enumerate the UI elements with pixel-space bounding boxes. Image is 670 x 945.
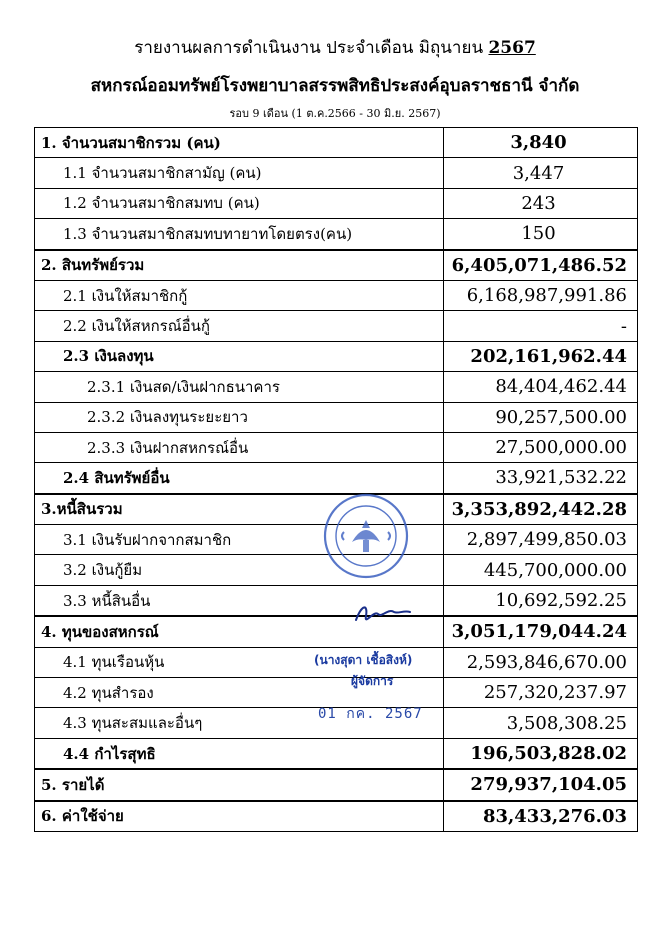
table-row (35, 280, 638, 310)
row-value: 3,447 (444, 158, 638, 188)
row-label: 2. สินทรัพย์รวม (35, 250, 444, 281)
report-title-text: รายงานผลการดำเนินงาน ประจำเดือน มิถุนายน (134, 38, 484, 58)
row-value: 3,051,179,044.24 (444, 616, 638, 647)
row-label: 6. ค่าใช้จ่าย (35, 801, 444, 832)
row-value: 90,257,500.00 (444, 402, 638, 432)
organization-name: สหกรณ์ออมทรัพย์โรงพยาบาลสรรพสิทธิประสงค์อุบลราชธานี จำกัด (90, 76, 580, 96)
report-period: รอบ 9 เดือน (1 ต.ค.2566 - 30 มิ.ย. 2567) (229, 107, 441, 120)
row-value: 196,503,828.02 (444, 738, 638, 769)
manager-name: (นางสุดา เชื้อสิงห์) (314, 653, 413, 667)
report-table (34, 127, 638, 832)
row-label: 5. รายได้ (35, 769, 444, 800)
table-row (35, 311, 638, 341)
table-row (35, 801, 638, 832)
table-row (35, 372, 638, 402)
row-label: 1.1 จำนวนสมาชิกสามัญ (คน) (35, 158, 444, 188)
row-label: 3.2 เงินกู้ยืม (35, 555, 444, 585)
row-value: 2,897,499,850.03 (444, 525, 638, 555)
row-label: 2.3 เงินลงทุน (35, 341, 444, 371)
date-stamp: 01 กค. 2567 (318, 706, 423, 722)
row-label: 2.1 เงินให้สมาชิกกู้ (35, 280, 444, 310)
table-row (35, 432, 638, 462)
row-value: 257,320,237.97 (444, 678, 638, 708)
row-value: 2,593,846,670.00 (444, 647, 638, 677)
signature-icon (352, 600, 412, 630)
row-label: 3.1 เงินรับฝากจากสมาชิก (35, 525, 444, 555)
row-label: 2.3.1 เงินสด/เงินฝากธนาคาร (35, 372, 444, 402)
table-row (35, 341, 638, 371)
row-label: 4.2 ทุนสำรอง (35, 678, 444, 708)
row-value: 3,840 (444, 128, 638, 158)
row-label: 4.4 กำไรสุทธิ (35, 738, 444, 769)
table-row (35, 188, 638, 218)
row-value: 6,168,987,991.86 (444, 280, 638, 310)
table-row (35, 219, 638, 250)
row-label: 2.4 สินทรัพย์อื่น (35, 463, 444, 494)
row-value: 279,937,104.05 (444, 769, 638, 800)
table-row (35, 463, 638, 494)
table-row (35, 158, 638, 188)
row-value: 33,921,532.22 (444, 463, 638, 494)
row-value: - (444, 311, 638, 341)
row-label: 4.3 ทุนสะสมและอื่นๆ (35, 708, 444, 738)
report-year: 2567 (488, 38, 536, 58)
table-row (35, 128, 638, 158)
row-label: 2.2 เงินให้สหกรณ์อื่นกู้ (35, 311, 444, 341)
cooperative-seal-icon (322, 492, 410, 580)
row-label: 2.3.2 เงินลงทุนระยะยาว (35, 402, 444, 432)
row-value: 27,500,000.00 (444, 432, 638, 462)
table-row (35, 769, 638, 800)
row-label: 1.3 จำนวนสมาชิกสมทบทายาทโดยตรง(คน) (35, 219, 444, 250)
row-value: 3,353,892,442.28 (444, 494, 638, 525)
table-row (35, 402, 638, 432)
row-value: 10,692,592.25 (444, 585, 638, 616)
row-value: 83,433,276.03 (444, 801, 638, 832)
table-row (35, 738, 638, 769)
row-value: 243 (444, 188, 638, 218)
row-label: 3.หนี้สินรวม (35, 494, 444, 525)
row-value: 445,700,000.00 (444, 555, 638, 585)
row-label: 2.3.3 เงินฝากสหกรณ์อื่น (35, 432, 444, 462)
row-value: 202,161,962.44 (444, 341, 638, 371)
row-value: 6,405,071,486.52 (444, 250, 638, 281)
row-value: 84,404,462.44 (444, 372, 638, 402)
table-row (35, 585, 638, 616)
row-value: 3,508,308.25 (444, 708, 638, 738)
row-label: 4.1 ทุนเรือนหุ้น (35, 647, 444, 677)
manager-title: ผู้จัดการ (351, 674, 394, 688)
report-title (0, 34, 670, 61)
table-row (35, 616, 638, 647)
row-value: 150 (444, 219, 638, 250)
row-label: 3.3 หนี้สินอื่น (35, 585, 444, 616)
table-row (35, 250, 638, 281)
row-label: 1.2 จำนวนสมาชิกสมทบ (คน) (35, 188, 444, 218)
row-label: 1. จำนวนสมาชิกรวม (คน) (35, 128, 444, 158)
row-label: 4. ทุนของสหกรณ์ (35, 616, 444, 647)
